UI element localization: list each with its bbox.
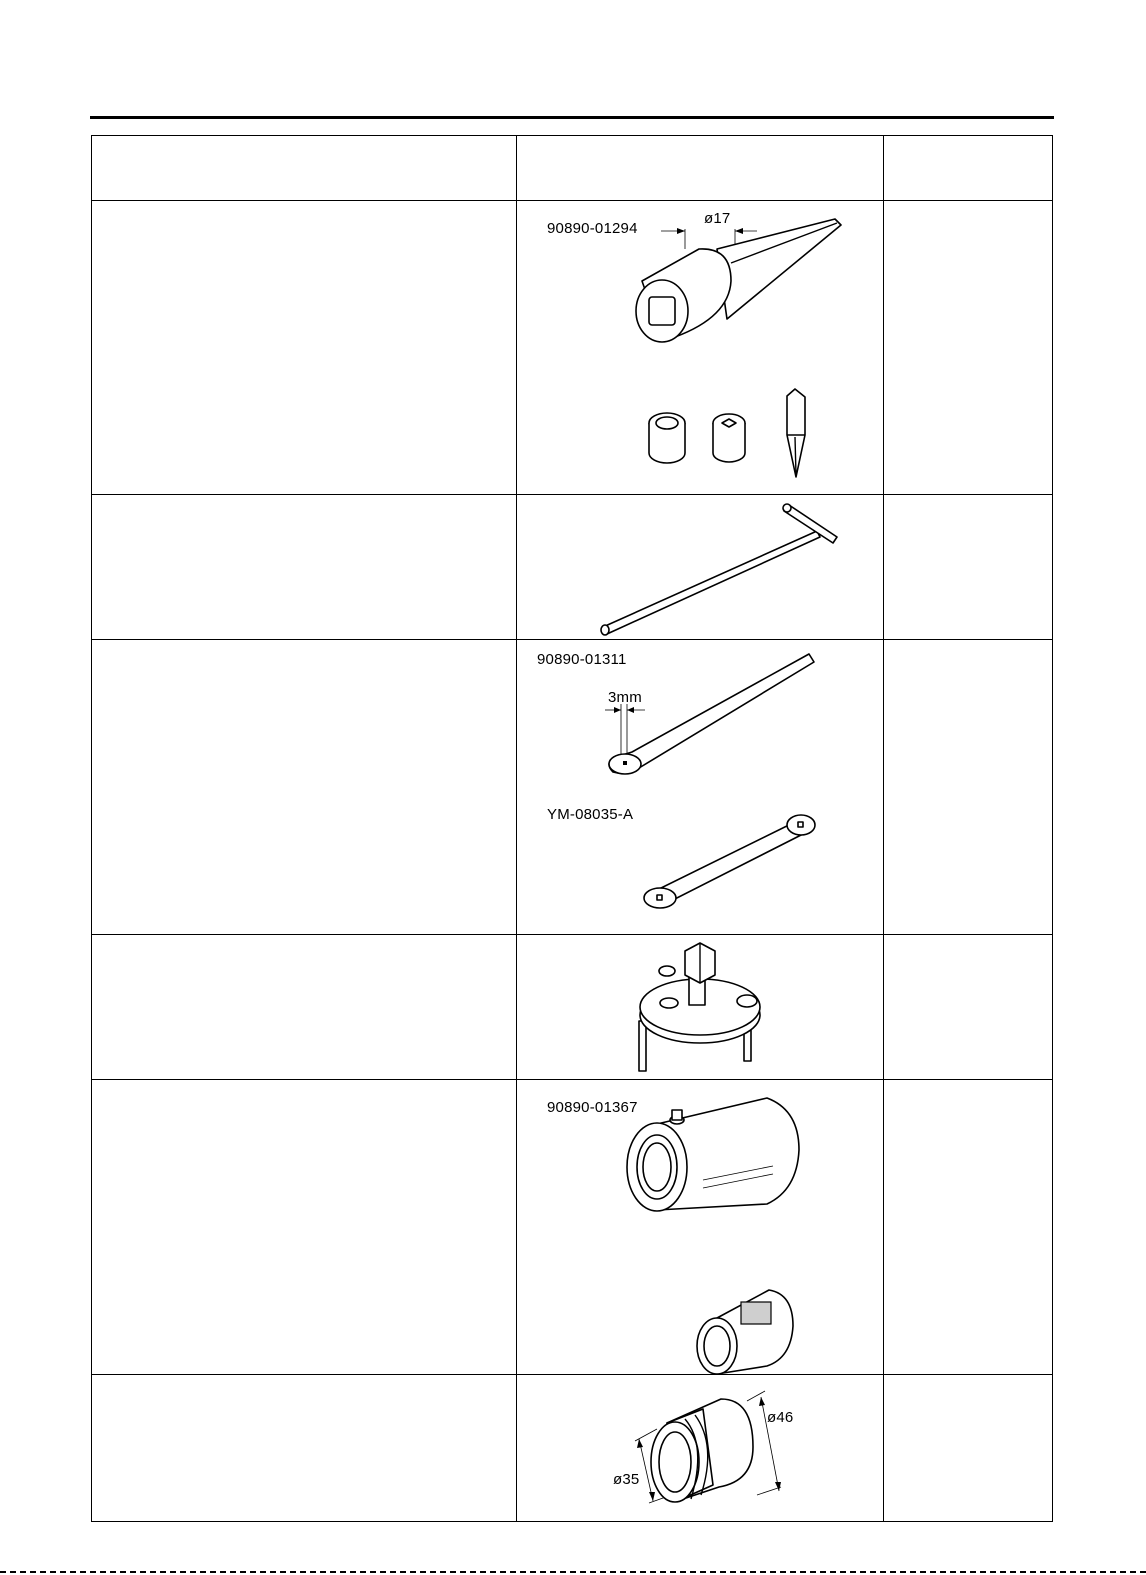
cut-line xyxy=(0,1571,1146,1573)
header-cell-description xyxy=(91,136,516,200)
description-cell xyxy=(91,1080,516,1374)
notes-cell xyxy=(883,1080,1053,1374)
notes-cell xyxy=(883,201,1053,494)
special-tools-table xyxy=(91,135,1053,1522)
table-row xyxy=(91,639,1053,934)
table-row xyxy=(91,200,1053,494)
part-number-label: 90890-01294 xyxy=(547,220,638,237)
table-header-row xyxy=(91,135,1053,200)
description-cell xyxy=(91,1375,516,1522)
notes-cell xyxy=(883,1375,1053,1522)
part-number-label: 90890-01367 xyxy=(547,1099,638,1116)
bearing-installer-illustration xyxy=(517,1080,884,1375)
spanner-wrench-illustration xyxy=(517,640,884,935)
part-number-label: 90890-01311 xyxy=(537,651,627,668)
t-handle-wrench-illustration xyxy=(517,495,884,640)
part-number-label: YM-08035-A xyxy=(547,806,634,823)
notes-cell xyxy=(883,935,1053,1079)
table-bottom-border xyxy=(91,1521,1053,1522)
bearing-driver-illustration xyxy=(517,1375,884,1523)
description-cell xyxy=(91,201,516,494)
illustration-cell xyxy=(516,495,883,639)
notes-cell xyxy=(883,495,1053,639)
table-row xyxy=(91,1374,1053,1522)
socket-wrench-illustration xyxy=(517,201,884,495)
table-row xyxy=(91,1079,1053,1374)
header-cell-notes xyxy=(883,136,1053,200)
description-cell xyxy=(91,495,516,639)
dimension-label: 3mm xyxy=(608,689,642,706)
description-cell xyxy=(91,640,516,934)
illustration-cell xyxy=(516,1080,883,1374)
illustration-cell xyxy=(516,640,883,934)
header-cell-illustration xyxy=(516,136,883,200)
dimension-label: ø46 xyxy=(767,1409,794,1426)
illustration-cell xyxy=(516,935,883,1079)
table-row xyxy=(91,494,1053,639)
universal-puller-illustration xyxy=(517,935,884,1080)
dimension-label: ø35 xyxy=(613,1471,640,1488)
dimension-label: ø17 xyxy=(704,210,731,227)
table-row xyxy=(91,934,1053,1079)
illustration-cell xyxy=(516,201,883,494)
header-rule xyxy=(90,116,1054,119)
notes-cell xyxy=(883,640,1053,934)
illustration-cell xyxy=(516,1375,883,1522)
description-cell xyxy=(91,935,516,1079)
